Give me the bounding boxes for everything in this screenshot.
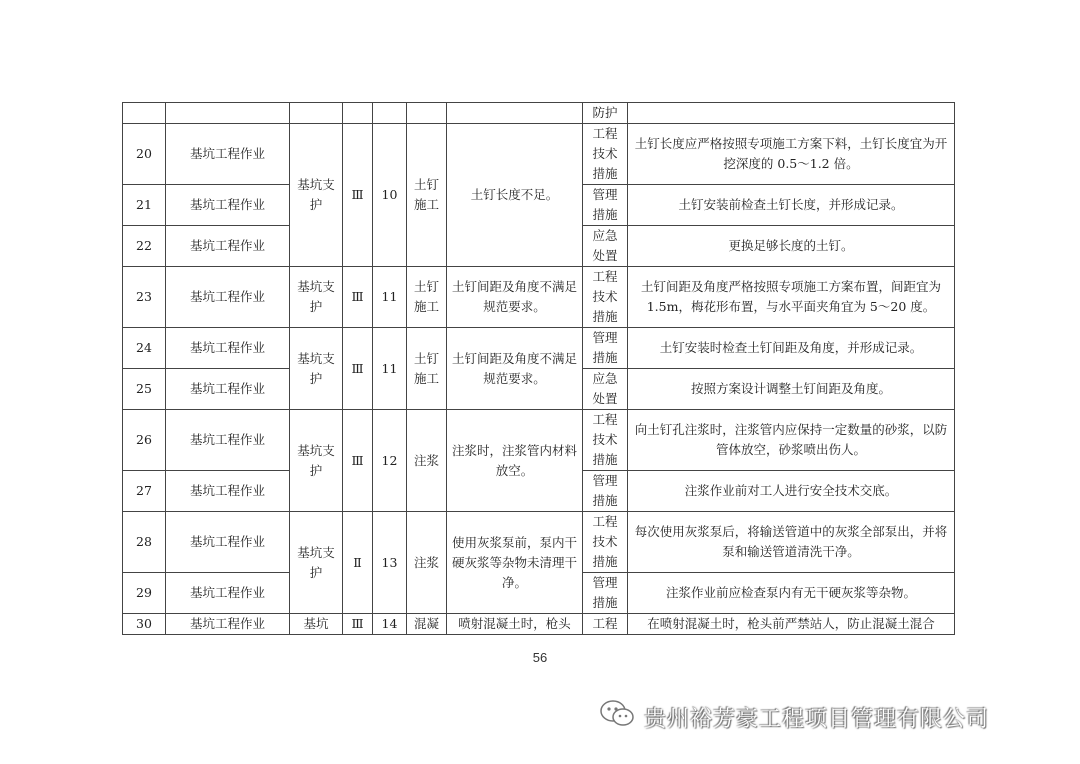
- empty-cell: [407, 103, 447, 124]
- risk-level-cell: Ⅲ: [343, 267, 373, 328]
- process-cell: 土钉施工: [407, 328, 447, 410]
- wechat-icon: [598, 699, 636, 735]
- category-cell: 基坑: [290, 614, 343, 635]
- empty-cell: [343, 103, 373, 124]
- activity-cell: 基坑工程作业: [166, 328, 290, 369]
- risk-description-cell: 注浆时，注浆管内材料放空。: [447, 410, 583, 512]
- empty-cell: [290, 103, 343, 124]
- activity-cell: 基坑工程作业: [166, 614, 290, 635]
- process-cell: 土钉施工: [407, 267, 447, 328]
- risk-level-cell: Ⅱ: [343, 512, 373, 614]
- measure-type-cell: 管理措施: [583, 185, 628, 226]
- sequence-cell: 12: [373, 410, 407, 512]
- table-row: [123, 124, 955, 185]
- risk-description-cell: 土钉间距及角度不满足规范要求。: [447, 267, 583, 328]
- activity-cell: 基坑工程作业: [166, 471, 290, 512]
- risk-description-cell: 喷射混凝土时，枪头: [447, 614, 583, 635]
- row-number: 22: [123, 226, 166, 267]
- measure-cell: 土钉安装时检查土钉间距及角度，并形成记录。: [628, 328, 955, 369]
- process-cell: 混凝: [407, 614, 447, 635]
- sequence-cell: 11: [373, 328, 407, 410]
- table-row: [123, 410, 955, 471]
- measure-type-cell: 管理措施: [583, 471, 628, 512]
- measure-type-cell: 工程技术措施: [583, 512, 628, 573]
- risk-description-cell: 土钉长度不足。: [447, 124, 583, 267]
- row-number: 20: [123, 124, 166, 185]
- row-number: 21: [123, 185, 166, 226]
- row-number: 24: [123, 328, 166, 369]
- table-row: [123, 614, 955, 635]
- activity-cell: 基坑工程作业: [166, 369, 290, 410]
- measure-type-cell: 应急处置: [583, 226, 628, 267]
- measure-type-cell: 管理措施: [583, 573, 628, 614]
- table-row: [123, 512, 955, 573]
- empty-cell: [628, 103, 955, 124]
- risk-level-cell: Ⅲ: [343, 124, 373, 267]
- page-number: 56: [532, 650, 548, 665]
- row-number: 26: [123, 410, 166, 471]
- risk-level-cell: Ⅲ: [343, 614, 373, 635]
- risk-control-table: [122, 102, 955, 635]
- measure-type-cell: 管理措施: [583, 328, 628, 369]
- measure-cell: 土钉安装前检查土钉长度，并形成记录。: [628, 185, 955, 226]
- sequence-cell: 11: [373, 267, 407, 328]
- activity-cell: 基坑工程作业: [166, 267, 290, 328]
- measure-type-cell: 工程技术措施: [583, 410, 628, 471]
- measure-cell: 土钉长度应严格按照专项施工方案下料，土钉长度宜为开挖深度的 0.5～1.2 倍。: [628, 124, 955, 185]
- measure-cell: 注浆作业前对工人进行安全技术交底。: [628, 471, 955, 512]
- process-cell: 注浆: [407, 410, 447, 512]
- measure-cell: 注浆作业前应检查泵内有无干硬灰浆等杂物。: [628, 573, 955, 614]
- measure-type-cell: 应急处置: [583, 369, 628, 410]
- sequence-cell: 10: [373, 124, 407, 267]
- empty-cell: [166, 103, 290, 124]
- table-row: [123, 103, 955, 124]
- risk-level-cell: Ⅲ: [343, 328, 373, 410]
- measure-cell: 更换足够长度的土钉。: [628, 226, 955, 267]
- process-cell: 注浆: [407, 512, 447, 614]
- watermark: [598, 700, 989, 734]
- empty-cell: [447, 103, 583, 124]
- activity-cell: 基坑工程作业: [166, 124, 290, 185]
- activity-cell: 基坑工程作业: [166, 410, 290, 471]
- sequence-cell: 14: [373, 614, 407, 635]
- measure-cell: 土钉间距及角度严格按照专项施工方案布置，间距宜为 1.5m，梅花形布置，与水平面夹角宜为 5～20 度。: [628, 267, 955, 328]
- table-row: [123, 267, 955, 328]
- row-number: 30: [123, 614, 166, 635]
- row-number: 29: [123, 573, 166, 614]
- category-cell: 基坑支护: [290, 410, 343, 512]
- activity-cell: 基坑工程作业: [166, 512, 290, 573]
- risk-description-cell: 土钉间距及角度不满足规范要求。: [447, 328, 583, 410]
- empty-cell: [373, 103, 407, 124]
- activity-cell: 基坑工程作业: [166, 573, 290, 614]
- risk-description-cell: 使用灰浆泵前，泵内干硬灰浆等杂物未清理干净。: [447, 512, 583, 614]
- table-row: [123, 328, 955, 369]
- measure-cell: 在喷射混凝土时，枪头前严禁站人，防止混凝土混合: [628, 614, 955, 635]
- activity-cell: 基坑工程作业: [166, 185, 290, 226]
- category-cell: 基坑支护: [290, 512, 343, 614]
- activity-cell: 基坑工程作业: [166, 226, 290, 267]
- measure-cell: 向土钉孔注浆时，注浆管内应保持一定数量的砂浆，以防管体放空，砂浆喷出伤人。: [628, 410, 955, 471]
- row-number: 23: [123, 267, 166, 328]
- measure-type-cell: 工程技术措施: [583, 267, 628, 328]
- measure-type-cell: 防护: [583, 103, 628, 124]
- category-cell: 基坑支护: [290, 124, 343, 267]
- measure-type-cell: 工程技术措施: [583, 124, 628, 185]
- category-cell: 基坑支护: [290, 328, 343, 410]
- risk-level-cell: Ⅲ: [343, 410, 373, 512]
- measure-cell: 按照方案设计调整土钉间距及角度。: [628, 369, 955, 410]
- sequence-cell: 13: [373, 512, 407, 614]
- empty-cell: [123, 103, 166, 124]
- measure-type-cell: 工程: [583, 614, 628, 635]
- watermark-text: 贵州裕芳豪工程项目管理有限公司: [644, 706, 990, 732]
- row-number: 25: [123, 369, 166, 410]
- category-cell: 基坑支护: [290, 267, 343, 328]
- measure-cell: 每次使用灰浆泵后，将输送管道中的灰浆全部泵出，并将泵和输送管道清洗干净。: [628, 512, 955, 573]
- row-number: 27: [123, 471, 166, 512]
- row-number: 28: [123, 512, 166, 573]
- process-cell: 土钉施工: [407, 124, 447, 267]
